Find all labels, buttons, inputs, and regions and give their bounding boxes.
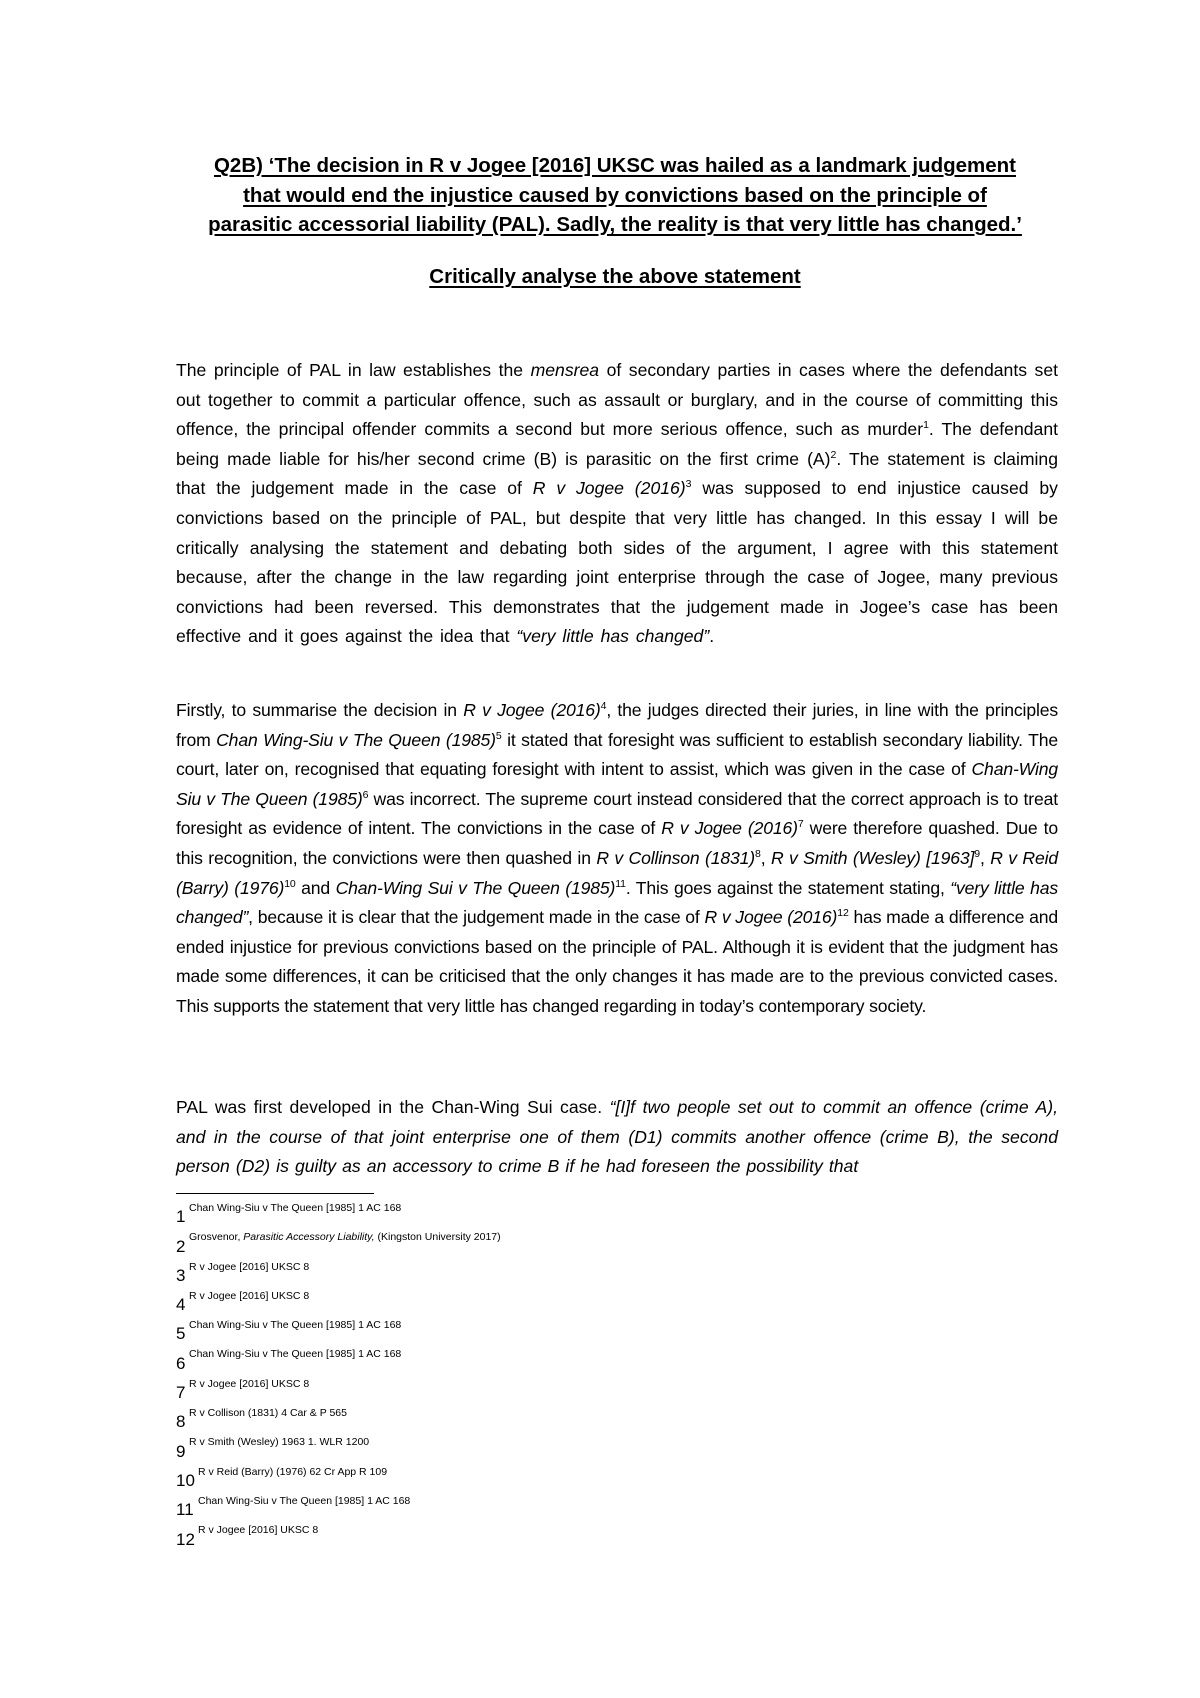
footnote-text: R v Jogee [2016] UKSC 8 (189, 1260, 310, 1273)
footnote-separator (176, 1193, 374, 1194)
footnote-text: R v Jogee [2016] UKSC 8 (189, 1289, 310, 1302)
footnote-text: Chan Wing-Siu v The Queen [1985] 1 AC 168 (198, 1494, 411, 1507)
essay-question-title (175, 151, 1055, 240)
footnote (176, 1491, 876, 1520)
footnote-number: 6 (176, 1353, 186, 1373)
footnotes-list (176, 1198, 876, 1550)
footnote-ref[interactable]: 5 (495, 729, 502, 742)
paragraph-introduction: The principle of PAL in law establishes the mensrea of secondary parties in cases where the defendants set out together to commit a particular offence, such as assault or burglary, and in the course of committing this offence, the principal offender commits a second but more serious offence, such as murder$^1$. The defendant being made liable for his/her second crime (B) is parasitic on the first crime $(A)^2$. The statement is claiming that the judgement made in the case of R v Jogee $(2016)^3$ was supposed to end injustice caused by convictions based on the principle of PAL, but despite that very little has changed. In this essay I will be critically analysing the statement and debating both sides of the argument, I agree with this statement because, after the change in the law regarding joint enterprise through the case of Jogee, many previous convictions had been reversed. This demonstrates that the judgement made in Jogee’s case has been effective and it goes against the idea that “very little has changed”. (176, 360, 1059, 647)
paragraph-summary: Firstly, to summarise the decision in R v Jogee $(2016)^4$, the judges directed their juries, in line with the principles from Chan Wing-Siu v The Queen $(1985)^5$ it stated that foresight was sufficient to establish secondary liability. The court, later on, recognised that equating foresight with intent to assist, which was given in the case of Chan-Wing Siu v The Queen $(1985)^6$ was incorrect. The supreme court instead considered that the correct approach is to treat foresight as evidence of intent. The convictions in the case of R v Jogee $(2016)^7$ were therefore quashed. Due to this recognition, the convictions were then quashed in R v Collinson $(1831)^8$, R v Smith (Wesley) $[1963]^9$, R v Reid (Barry) $(1976)^{10}$ and Chan-Wing Sui v The Queen $(1985)^{11}$. This goes against the statement stating, “very little has changed”, because it is clear that the judgement made in the case of R v Jogee $(2016)^{12}$ has made a difference and ended injustice for previous convictions based on the principle of PAL. Although it is evident that the judgment has made some differences, it can be criticised that the only changes it has made are to the previous convicted cases. This supports the statement that very little has changed regarding in today’s contemporary society. (176, 700, 1059, 1016)
paragraph-origin-of-pal: PAL was first developed in the Chan-Wing Sui case. “[I]f two people set out to commit an offence (crime A), and in the course of that joint enterprise one of them (D1) commits another offence (crime B), the second person (D2) is guilty as an accessory to crime B if he had foreseen the possibility that (176, 1097, 1058, 1177)
footnote (176, 1257, 876, 1286)
footnote (176, 1462, 876, 1491)
footnote-ref[interactable]: 6 (362, 788, 369, 801)
footnote-ref[interactable]: 9 (974, 848, 980, 861)
footnote-text: Chan Wing-Siu v The Queen [1985] 1 AC 168 (189, 1319, 402, 1332)
footnote (176, 1198, 876, 1227)
footnote (176, 1520, 876, 1549)
footnote-ref[interactable]: 12 (837, 907, 849, 920)
footnote (176, 1432, 876, 1461)
footnote (176, 1315, 876, 1344)
footnote-ref[interactable]: 8 (755, 848, 761, 861)
footnote (176, 1227, 876, 1256)
footnote-number: 10 (176, 1470, 195, 1490)
footnote (176, 1344, 876, 1373)
footnote-ref[interactable]: 10 (284, 877, 296, 890)
footnote-ref[interactable]: 11 (615, 877, 626, 890)
footnote-number: 2 (176, 1236, 186, 1256)
title-line: parasitic accessorial liability (PAL). Sadly, the reality is that very little has changed.’ (208, 213, 1022, 236)
footnote-ref[interactable]: 3 (685, 478, 692, 491)
footnote-text: R v Smith (Wesley) 1963 1. WLR 1200 (189, 1436, 370, 1449)
footnote-text: R v Jogee [2016] UKSC 8 (198, 1524, 319, 1537)
footnote-text: R v Jogee [2016] UKSC 8 (189, 1377, 310, 1390)
footnote-ref[interactable]: 2 (830, 448, 837, 461)
footnote-ref[interactable]: 1 (923, 419, 929, 432)
footnote-number: 1 (176, 1207, 186, 1227)
footnote-number: 4 (176, 1295, 186, 1315)
footnote-ref[interactable]: 4 (600, 700, 607, 713)
essay-subtitle: Critically analyse the above statement (429, 265, 801, 288)
footnote-number: 3 (176, 1265, 186, 1285)
footnote-text: Chan Wing-Siu v The Queen [1985] 1 AC 168 (189, 1202, 402, 1214)
footnote-text: R v Collison (1831) 4 Car & P 565 (189, 1407, 347, 1420)
footnote-number: 11 (176, 1500, 194, 1520)
footnote-text: Grosvenor, Parasitic Accessory Liability, (Kingston University 2017) (189, 1231, 501, 1244)
footnote (176, 1286, 876, 1315)
footnote (176, 1403, 876, 1432)
footnote-number: 5 (176, 1324, 186, 1344)
footnote-text: R v Reid (Barry) (1976) 62 Cr App R 109 (198, 1465, 388, 1478)
title-line: Q2B) ‘The decision in R v Jogee [2016] UKSC was hailed as a landmark judgement (213, 154, 1016, 177)
title-line: that would end the injustice caused by convictions based on the principle of (243, 183, 987, 207)
footnote (176, 1374, 876, 1403)
footnote-ref[interactable]: 7 (797, 818, 804, 831)
footnote-number: 8 (176, 1412, 186, 1432)
footnote-number: 9 (176, 1441, 186, 1461)
footnote-number: 7 (176, 1383, 186, 1403)
footnote-text: Chan Wing-Siu v The Queen [1985] 1 AC 168 (189, 1348, 402, 1361)
footnote-number: 12 (176, 1529, 195, 1549)
